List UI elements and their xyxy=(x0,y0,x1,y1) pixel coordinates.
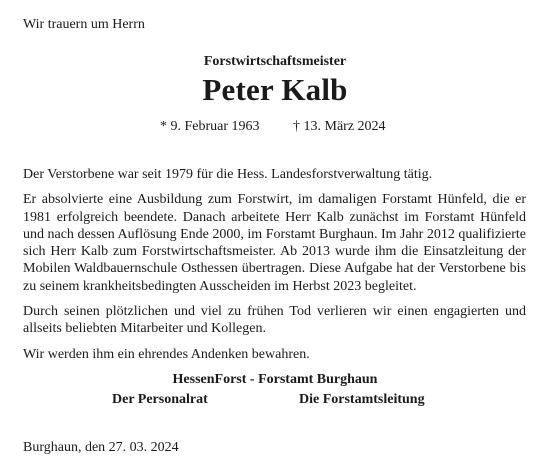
place-and-date: Burghaun, den 27. 03. 2024 xyxy=(23,440,179,455)
deceased-name: Peter Kalb xyxy=(202,72,348,107)
signatories xyxy=(0,370,550,410)
signer-office-management: Die Forstamtsleitung xyxy=(299,392,425,407)
signer-staff-council: Der Personalrat xyxy=(112,392,208,407)
birth-date: * 9. Februar 1963 xyxy=(160,119,260,134)
intro-line: Wir trauern um Herrn xyxy=(23,17,145,32)
paragraph-career-details: Er absolvierte eine Ausbildung zum Forstwirt, im damaligen Forstamt Hünfeld, die er 1981 erfolgreich beendete. Danach arbeitete Herr Kalb zunächst im Forstamt Hünfeld und nach dessen Auflösung Ende 2000, im Forstamt Burghaun. Im Jahr 2012 qualifizierte sich Herr Kalb zum Forstwirtschaftsmeister. Ab 2013 wurde ihm die Einsatzleitung der Mobilen Waldbauernschule Osthessen übertragen. Diese Aufgabe hat der Verstorbene bis zu seinem krankheitsbedingten Ausscheiden im Herbst 2023 begleitet. xyxy=(23,192,526,294)
paragraph-tribute: Durch seinen plötzlichen und viel zu frühen Tod verlieren wir einen engagierten und allseits beliebten Mitarbeiter und Kollegen. xyxy=(23,304,526,337)
occupation-title: Forstwirtschaftsmeister xyxy=(203,54,347,69)
obituary-body xyxy=(23,166,526,363)
death-date: † 13. März 2024 xyxy=(293,119,386,134)
signer-row xyxy=(0,390,550,410)
paragraph-career-start: Der Verstorbene war seit 1979 für die Hess. Landesforstverwaltung tätig. xyxy=(23,167,433,182)
paragraph-remembrance: Wir werden ihm ein ehrendes Andenken bewahren. xyxy=(23,346,310,362)
organization-name: HessenForst - Forstamt Burghaun xyxy=(172,372,378,387)
